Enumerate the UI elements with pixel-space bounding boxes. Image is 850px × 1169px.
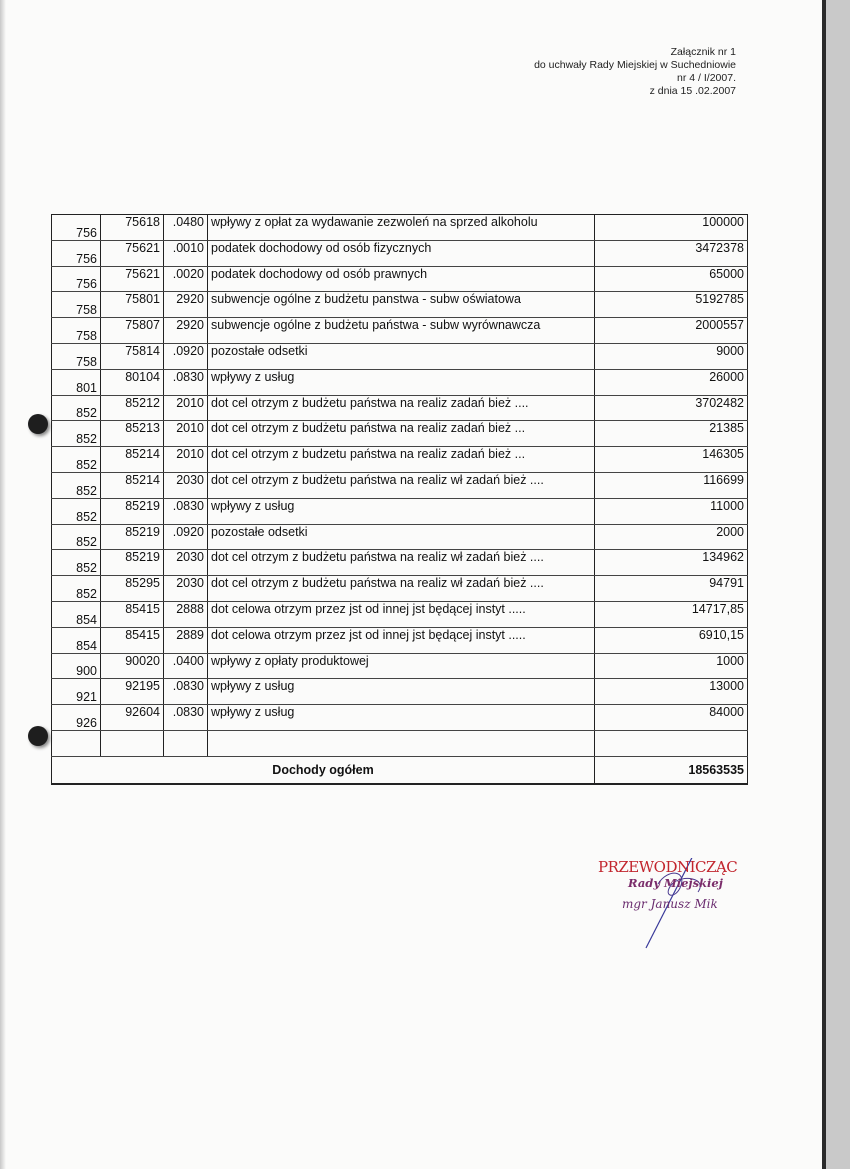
division-code: 758	[52, 292, 101, 318]
chapter-code: 85219	[101, 524, 164, 550]
table-row	[52, 472, 748, 498]
table-row	[52, 447, 748, 473]
table-row	[52, 601, 748, 627]
resolution-title: do uchwały Rady Miejskiej w Suchedniowie	[534, 59, 736, 71]
chapter-code: 75618	[101, 215, 164, 241]
revenue-description: dot cel otrzym z budżetu państwa na realiz wł zadań bież ....	[208, 576, 595, 602]
table-row	[52, 318, 748, 344]
attachment-header	[450, 46, 736, 98]
division-code: 756	[52, 215, 101, 241]
chapter-code: 75807	[101, 318, 164, 344]
division-code: 852	[52, 550, 101, 576]
paragraph-code: .0920	[164, 343, 208, 369]
amount: 65000	[595, 266, 748, 292]
chapter-code: 85295	[101, 576, 164, 602]
chapter-code: 85214	[101, 447, 164, 473]
division-code: 854	[52, 627, 101, 653]
revenue-description: subwencje ogólne z budżetu panstwa - subw oświatowa	[208, 292, 595, 318]
revenue-description: podatek dochodowy od osób fizycznych	[208, 240, 595, 266]
paragraph-code: 2030	[164, 550, 208, 576]
division-code	[52, 730, 101, 756]
punch-hole	[28, 726, 48, 746]
revenue-description: dot cel otrzym z budżetu państwa na realiz wł zadań bież ....	[208, 472, 595, 498]
paragraph-code: 2030	[164, 472, 208, 498]
revenue-description: dot cel otrzym z budżetu państwa na realiz zadań bież ...	[208, 421, 595, 447]
table-row	[52, 730, 748, 756]
table-row	[52, 498, 748, 524]
paragraph-code: 2888	[164, 601, 208, 627]
chapter-code: 80104	[101, 369, 164, 395]
revenue-description: wpływy z usług	[208, 705, 595, 731]
stamp-subtitle: Rady Miejskiej	[628, 876, 723, 890]
amount: 13000	[595, 679, 748, 705]
paragraph-code: .0480	[164, 215, 208, 241]
division-code: 852	[52, 524, 101, 550]
amount: 11000	[595, 498, 748, 524]
division-code: 921	[52, 679, 101, 705]
chapter-code: 75814	[101, 343, 164, 369]
amount: 146305	[595, 447, 748, 473]
table-row	[52, 576, 748, 602]
paragraph-code: 2920	[164, 318, 208, 344]
division-code: 852	[52, 472, 101, 498]
revenue-description: dot cel otrzym z budzetu państwa na realiz zadań bież ...	[208, 447, 595, 473]
paragraph-code: 2010	[164, 447, 208, 473]
amount: 3702482	[595, 395, 748, 421]
chapter-code: 90020	[101, 653, 164, 679]
paragraph-code	[164, 730, 208, 756]
chapter-code: 85219	[101, 550, 164, 576]
division-code: 926	[52, 705, 101, 731]
total-row	[52, 756, 748, 784]
division-code: 801	[52, 369, 101, 395]
revenue-description: dot celowa otrzym przez jst od innej jst będącej instyt .....	[208, 627, 595, 653]
division-code: 758	[52, 318, 101, 344]
revenue-description: wpływy z usług	[208, 498, 595, 524]
amount: 21385	[595, 421, 748, 447]
table-row	[52, 679, 748, 705]
table-row	[52, 343, 748, 369]
revenue-description: dot cel otrzym z budżetu państwa na realiz zadań bież ....	[208, 395, 595, 421]
amount: 1000	[595, 653, 748, 679]
division-code: 756	[52, 240, 101, 266]
table-row	[52, 266, 748, 292]
amount: 26000	[595, 369, 748, 395]
paragraph-code: 2030	[164, 576, 208, 602]
amount	[595, 730, 748, 756]
total-value: 18563535	[595, 756, 748, 784]
paragraph-code: .0830	[164, 679, 208, 705]
table-row	[52, 524, 748, 550]
division-code: 852	[52, 576, 101, 602]
division-code: 900	[52, 653, 101, 679]
stamp-name: mgr Janusz Mik	[622, 897, 718, 911]
revenue-description	[208, 730, 595, 756]
revenue-description: wpływy z opłaty produktowej	[208, 653, 595, 679]
table-row	[52, 292, 748, 318]
revenue-description: subwencje ogólne z budżetu państwa - subw wyrównawcza	[208, 318, 595, 344]
table-row	[52, 395, 748, 421]
division-code: 852	[52, 421, 101, 447]
table-row	[52, 240, 748, 266]
division-code: 852	[52, 395, 101, 421]
amount: 9000	[595, 343, 748, 369]
amount: 116699	[595, 472, 748, 498]
revenue-description: dot cel otrzym z budżetu państwa na realiz wł zadań bież ....	[208, 550, 595, 576]
chapter-code: 85219	[101, 498, 164, 524]
amount: 2000	[595, 524, 748, 550]
table-row	[52, 421, 748, 447]
paragraph-code: .0830	[164, 705, 208, 731]
scan-border	[822, 0, 850, 1169]
amount: 3472378	[595, 240, 748, 266]
division-code: 852	[52, 498, 101, 524]
paragraph-code: 2010	[164, 395, 208, 421]
revenue-description: wpływy z usług	[208, 679, 595, 705]
division-code: 854	[52, 601, 101, 627]
chapter-code: 85214	[101, 472, 164, 498]
punch-hole	[28, 414, 48, 434]
attachment-number: Załącznik nr 1	[670, 46, 736, 58]
chapter-code: 85213	[101, 421, 164, 447]
division-code: 852	[52, 447, 101, 473]
table-row	[52, 550, 748, 576]
paragraph-code: .0830	[164, 498, 208, 524]
amount: 134962	[595, 550, 748, 576]
table-row	[52, 627, 748, 653]
stamp-title: PRZEWODNICZĄC	[598, 858, 738, 876]
chapter-code: 75801	[101, 292, 164, 318]
revenue-description: pozostałe odsetki	[208, 524, 595, 550]
revenue-description: wpływy z usług	[208, 369, 595, 395]
amount: 14717,85	[595, 601, 748, 627]
amount: 6910,15	[595, 627, 748, 653]
revenue-description: podatek dochodowy od osób prawnych	[208, 266, 595, 292]
division-code: 756	[52, 266, 101, 292]
chapter-code: 75621	[101, 266, 164, 292]
amount: 5192785	[595, 292, 748, 318]
revenue-description: dot celowa otrzym przez jst od innej jst będącej instyt .....	[208, 601, 595, 627]
paragraph-code: 2920	[164, 292, 208, 318]
resolution-date: z dnia 15 .02.2007	[649, 85, 736, 97]
chapter-code: 85212	[101, 395, 164, 421]
paragraph-code: .0400	[164, 653, 208, 679]
table-row	[52, 653, 748, 679]
paragraph-code: .0020	[164, 266, 208, 292]
table-row	[52, 215, 748, 241]
table-row	[52, 369, 748, 395]
resolution-number: nr 4 / I/2007.	[677, 72, 736, 84]
amount: 94791	[595, 576, 748, 602]
chapter-code: 85415	[101, 601, 164, 627]
amount: 84000	[595, 705, 748, 731]
chairman-stamp	[598, 858, 748, 938]
chapter-code: 92195	[101, 679, 164, 705]
chapter-code: 85415	[101, 627, 164, 653]
paragraph-code: 2889	[164, 627, 208, 653]
chapter-code: 92604	[101, 705, 164, 731]
chapter-code	[101, 730, 164, 756]
paragraph-code: 2010	[164, 421, 208, 447]
paragraph-code: .0010	[164, 240, 208, 266]
division-code: 758	[52, 343, 101, 369]
paragraph-code: .0920	[164, 524, 208, 550]
amount: 100000	[595, 215, 748, 241]
revenue-description: wpływy z opłat za wydawanie zezwoleń na sprzed alkoholu	[208, 215, 595, 241]
revenue-table	[51, 214, 748, 785]
chapter-code: 75621	[101, 240, 164, 266]
page-edge-shadow	[0, 0, 6, 1169]
amount: 2000557	[595, 318, 748, 344]
table-row	[52, 705, 748, 731]
total-label: Dochody ogółem	[52, 756, 595, 784]
revenue-description: pozostałe odsetki	[208, 343, 595, 369]
paragraph-code: .0830	[164, 369, 208, 395]
